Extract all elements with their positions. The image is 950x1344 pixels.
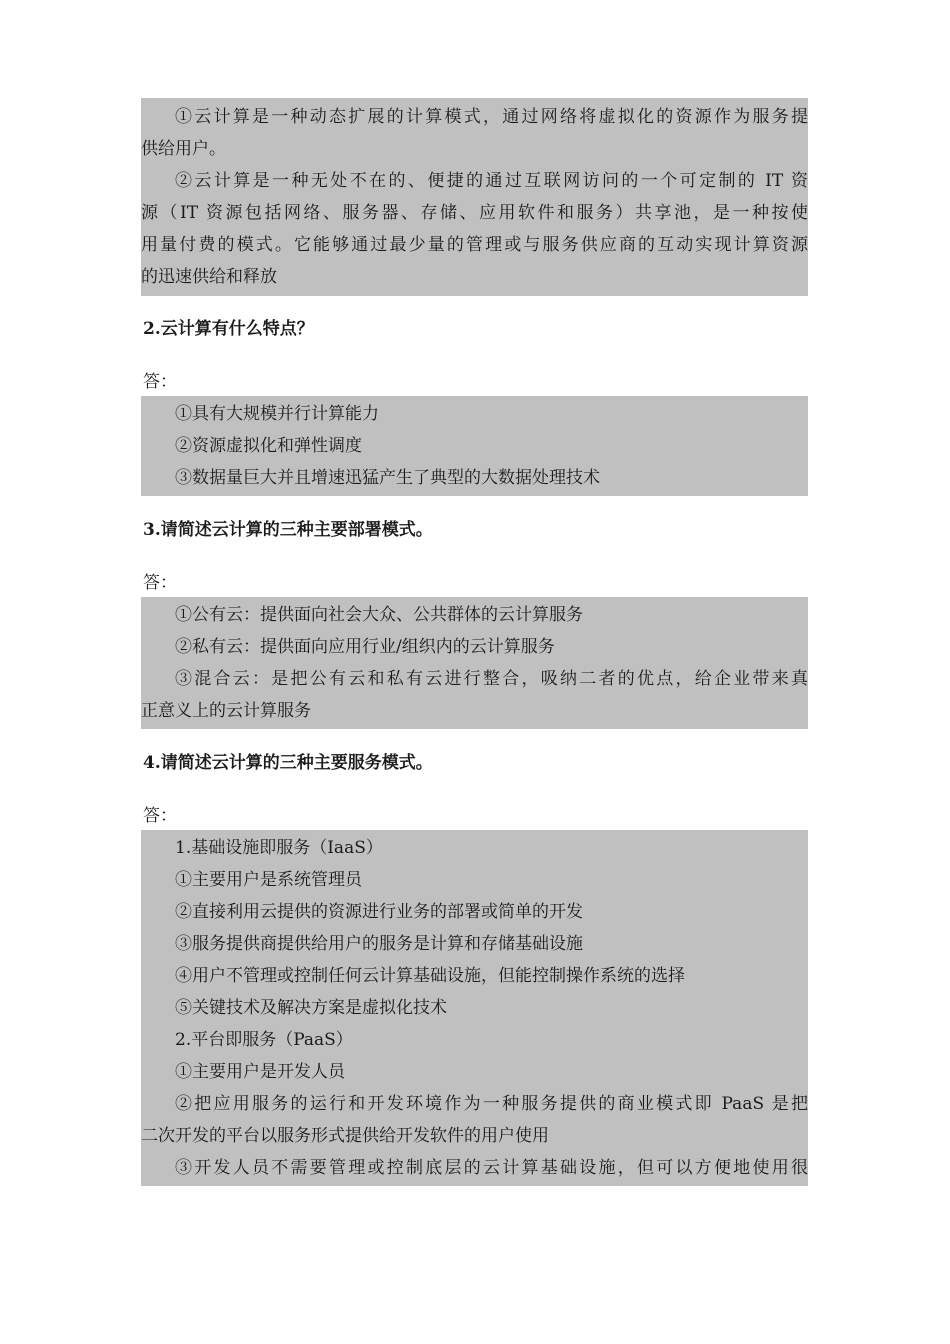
text-line: 2.平台即服务（PaaS） [175,1030,353,1050]
text-line: ①公有云：提供面向社会大众、公共群体的云计算服务 [175,605,583,625]
text-line: ④用户不管理或控制任何云计算基础设施，但能控制操作系统的选择 [175,966,685,986]
text-line: ②资源虚拟化和弹性调度 [175,436,362,456]
text-line: 二次开发的平台以服务形式提供给开发软件的用户使用 [141,1126,549,1146]
question-4-title: 4.请简述云计算的三种主要服务模式。 [143,753,433,773]
text-line: ⑤关键技术及解决方案是虚拟化技术 [175,998,447,1018]
text-line: 源（IT 资源包括网络、服务器、存储、应用软件和服务）共享池，是一种按使 [141,203,808,223]
text-line: ③混合云：是把公有云和私有云进行整合，吸纳二者的优点，给企业带来真 [175,669,808,689]
text-line: 供给用户。 [141,139,226,159]
question-3-title: 3.请简述云计算的三种主要部署模式。 [143,520,433,540]
text-line: ②私有云：提供面向应用行业/组织内的云计算服务 [175,637,555,657]
question-2-answer-block [141,396,808,496]
answer-label: 答： [143,372,177,392]
text-line: 正意义上的云计算服务 [141,701,311,721]
question-4-answer-block [141,830,808,1186]
text-line: 的迅速供给和释放 [141,267,277,287]
text-line: 用量付费的模式。它能够通过最少量的管理或与服务供应商的互动实现计算资源 [141,235,808,255]
text-line: ①云计算是一种动态扩展的计算模式，通过网络将虚拟化的资源作为服务提 [175,107,808,127]
question-2-title: 2.云计算有什么特点？ [143,319,314,339]
answer-label: 答： [143,573,177,593]
text-line: ②把应用服务的运行和开发环境作为一种服务提供的商业模式即 PaaS 是把 [175,1094,808,1114]
text-line: ①主要用户是开发人员 [175,1062,345,1082]
text-line: ③数据量巨大并且增速迅猛产生了典型的大数据处理技术 [175,468,600,488]
text-line: ③开发人员不需要管理或控制底层的云计算基础设施，但可以方便地使用很 [175,1158,808,1178]
text-line: ①具有大规模并行计算能力 [175,404,379,424]
text-line: ③服务提供商提供给用户的服务是计算和存储基础设施 [175,934,583,954]
text-line: ②直接利用云提供的资源进行业务的部署或简单的开发 [175,902,583,922]
question-3-answer-block [141,597,808,729]
text-line: 1.基础设施即服务（IaaS） [175,838,383,858]
text-line: ①主要用户是系统管理员 [175,870,362,890]
answer-label: 答： [143,806,177,826]
text-line: ②云计算是一种无处不在的、便捷的通过互联网访问的一个可定制的 IT 资 [175,171,808,191]
definition-answer-block [141,98,808,296]
